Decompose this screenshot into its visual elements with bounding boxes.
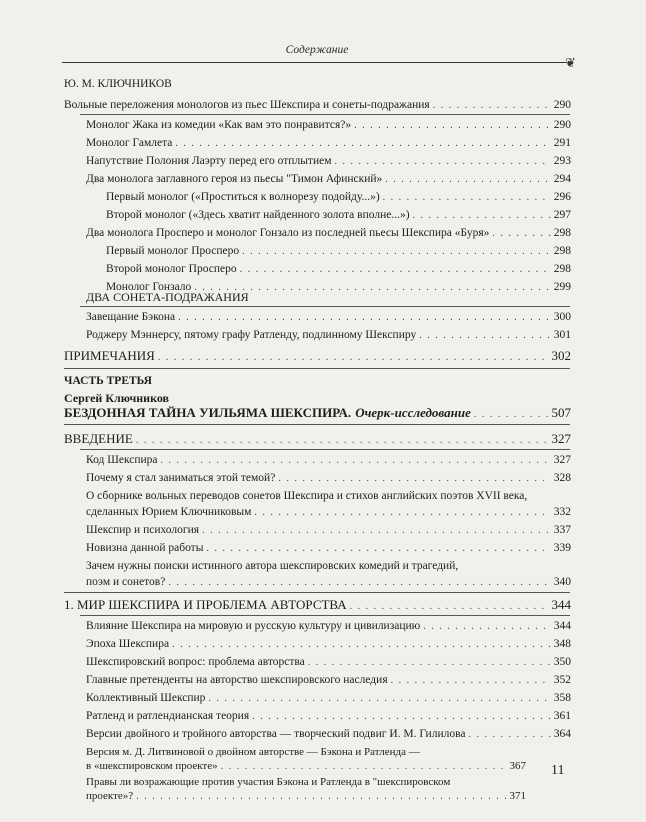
- toc-entry[interactable]: Влияние Шекспира на мировую и русскую культуру и цивилизацию . . . 344: [86, 619, 571, 634]
- toc-entry[interactable]: Вольные переложения монологов из пьес Шекспира и сонеты-подражания . . . 290: [64, 98, 571, 113]
- toc-entry-notes[interactable]: ПРИМЕЧАНИЯ . . . 302: [64, 348, 571, 366]
- toc-entry[interactable]: Завещание Бэкона . . . 300: [86, 310, 571, 325]
- toc-entry[interactable]: сделанных Юрием Ключниковым . . . 332: [86, 505, 571, 520]
- toc-entry[interactable]: Коллективный Шекспир . . . 358: [86, 691, 571, 706]
- toc-entry[interactable]: Шекспир и психология . . . 337: [86, 523, 571, 538]
- part-label: ЧАСТЬ ТРЕТЬЯ: [64, 375, 152, 387]
- toc-entry-line[interactable]: Версия м. Д. Литвиновой о двойном авторстве — Бэкона и Ратленда —: [86, 746, 420, 758]
- toc-entry[interactable]: Роджеру Мэннерсу, пятому графу Ратленду, подлинному Шекспиру . . . 301: [86, 328, 571, 343]
- toc-entry[interactable]: Монолог Гонзало . . . 299: [106, 280, 571, 295]
- toc-entry-chapter[interactable]: 1. МИР ШЕКСПИРА И ПРОБЛЕМА АВТОРСТВА . . . 344: [64, 597, 571, 615]
- section-heading: ДВА СОНЕТА-ПОДРАЖАНИЯ: [86, 290, 249, 304]
- toc-entry[interactable]: Версии двойного и тройного авторства — творческий подвиг И. М. Гилилова . . . 364: [86, 727, 571, 742]
- toc-entry-intro[interactable]: ВВЕДЕНИЕ . . . 327: [64, 431, 571, 449]
- divider: [64, 424, 570, 425]
- divider: [80, 306, 570, 307]
- header-rule: [62, 62, 567, 63]
- toc-entry[interactable]: Новизна данной работы . . . 339: [86, 541, 571, 556]
- toc-entry[interactable]: поэм и сонетов? . . . 340: [86, 575, 571, 590]
- divider: [64, 368, 570, 369]
- author-heading: Ю. М. КЛЮЧНИКОВ: [64, 78, 172, 90]
- divider: [80, 449, 570, 450]
- toc-entry-line[interactable]: Правы ли возражающие против участия Бэкона и Ратленда в "шекспировском: [86, 776, 451, 788]
- toc-entry[interactable]: Первый монолог («Проститься к волнорезу подойду...») . . . 296: [106, 190, 571, 205]
- toc-entry[interactable]: Два монолога заглавного героя из пьесы "Тимон Афинский» . . . 294: [86, 172, 571, 187]
- divider: [64, 592, 570, 593]
- part-author: Сергей Ключников: [64, 391, 170, 405]
- toc-entry[interactable]: в «шекспировском проекте» . . . 367: [86, 759, 526, 774]
- toc-entry[interactable]: Напутствие Полония Лаэрту перед его отплытием . . . 293: [86, 154, 571, 169]
- divider: [80, 114, 570, 115]
- toc-entry[interactable]: Второй монолог Просперо . . . 298: [106, 262, 571, 277]
- toc-entry[interactable]: Первый монолог Просперо . . . 298: [106, 244, 571, 259]
- toc-entry-line[interactable]: Зачем нужны поиски истинного автора шекспировских комедий и трагедий,: [86, 560, 459, 572]
- toc-entry[interactable]: Эпоха Шекспира . . . 348: [86, 637, 571, 652]
- toc-entry[interactable]: Монолог Жака из комедии «Как вам это понравится?» . . . 290: [86, 118, 571, 133]
- divider: [80, 615, 570, 616]
- toc-entry[interactable]: Почему я стал заниматься этой темой? . . . 328: [86, 471, 571, 486]
- toc-entry[interactable]: Ратленд и ратлендианская теория . . . 361: [86, 709, 571, 724]
- toc-entry[interactable]: Код Шекспира . . . 327: [86, 453, 571, 468]
- toc-entry[interactable]: проекте»? . . . 371: [86, 789, 526, 804]
- page-number: 11: [551, 763, 565, 778]
- running-header: Содержание: [285, 44, 349, 56]
- toc-entry-line[interactable]: О сборнике вольных переводов сонетов Шекспира и стихов английских поэтов XVII века,: [86, 490, 528, 502]
- toc-entry-part3[interactable]: БЕЗДОННАЯ ТАЙНА УИЛЬЯМА ШЕКСПИРА. Очерк-исследование . . . 507: [64, 405, 571, 423]
- toc-entry[interactable]: Второй монолог («Здесь хватит найденного золота вполне...») . . . 297: [106, 208, 571, 223]
- toc-entry[interactable]: Монолог Гамлета . . . 291: [86, 136, 571, 151]
- toc-entry[interactable]: Шекспировский вопрос: проблема авторства . . . 350: [86, 655, 571, 670]
- ornament-icon: ❦: [565, 55, 576, 70]
- toc-entry[interactable]: Главные претенденты на авторство шекспировского наследия . . . 352: [86, 673, 571, 688]
- toc-entry[interactable]: Два монолога Просперо и монолог Гонзало из последней пьесы Шекспира «Буря» . . . 298: [86, 226, 571, 241]
